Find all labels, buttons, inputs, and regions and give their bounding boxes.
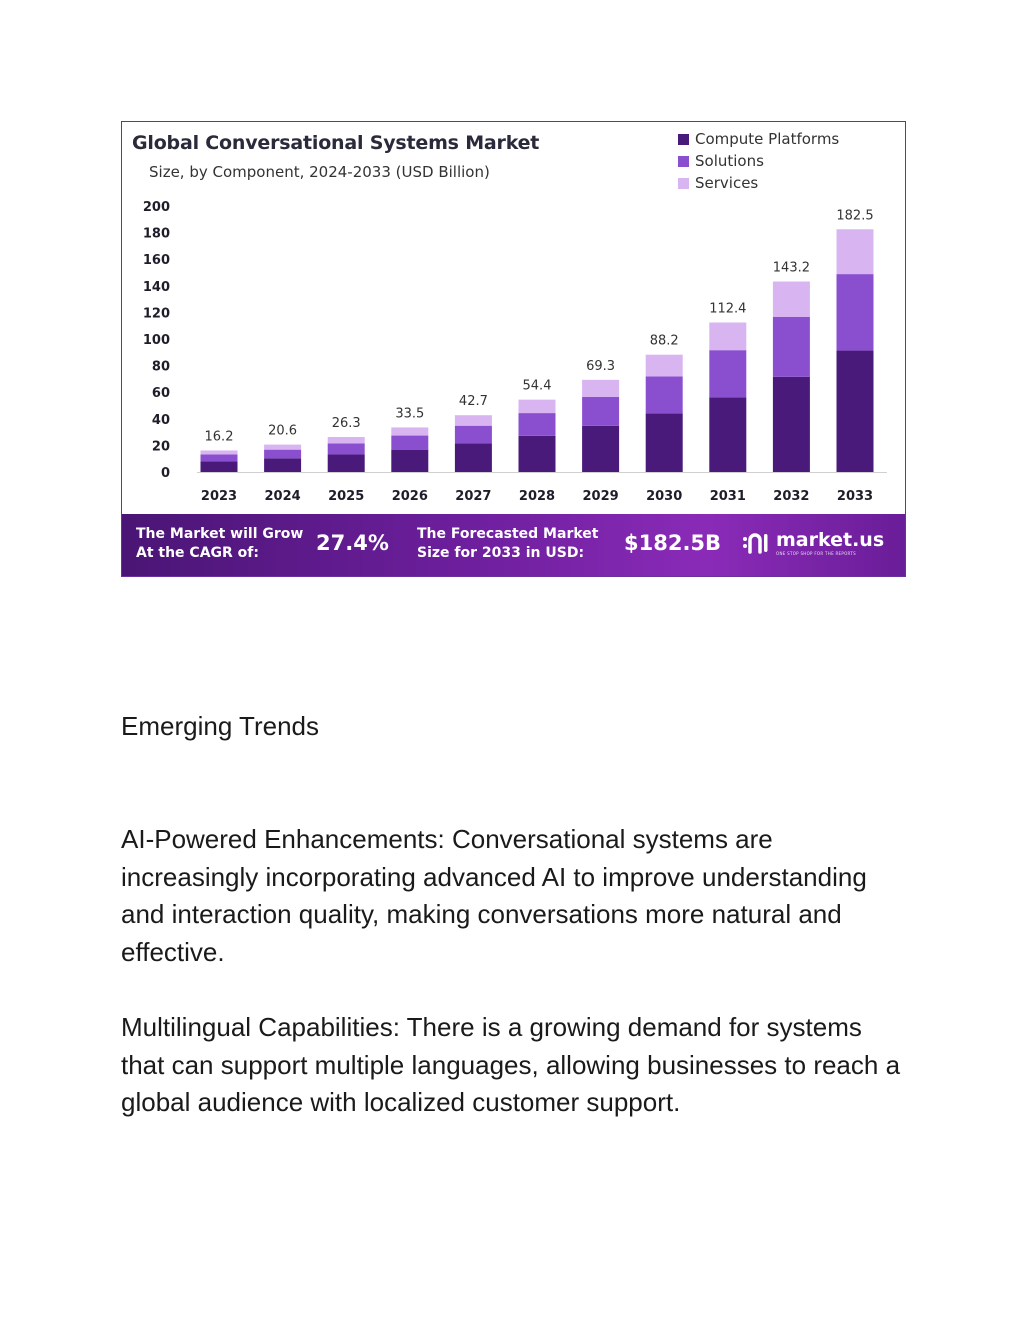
cagr-label-line2: At the CAGR of: xyxy=(136,545,259,561)
brand-name: market.us xyxy=(776,528,885,551)
bar-segment-compute-platforms-2026 xyxy=(391,450,428,472)
bar-segment-compute-platforms-2025 xyxy=(328,454,365,472)
bar-segment-services-2031 xyxy=(709,323,746,351)
data-label-2025: 26.3 xyxy=(331,416,361,432)
cagr-label-line1: The Market will Grow xyxy=(136,526,304,542)
cagr-value: 27.4% xyxy=(316,531,389,555)
chart-title: Global Conversational Systems Market xyxy=(132,132,540,154)
data-label-2031: 112.4 xyxy=(709,301,747,317)
data-label-2023: 16.2 xyxy=(204,429,234,445)
bar-segment-solutions-2031 xyxy=(709,350,746,397)
x-tick-label-2030: 2030 xyxy=(646,489,683,504)
bar-segment-services-2032 xyxy=(773,282,810,317)
stacked-bar-chart xyxy=(122,122,906,516)
bar-segment-compute-platforms-2033 xyxy=(837,351,874,472)
bar-segment-compute-platforms-2024 xyxy=(264,458,301,472)
legend-label: Services xyxy=(695,174,759,192)
bar-segment-compute-platforms-2030 xyxy=(646,413,683,472)
bar-segment-compute-platforms-2029 xyxy=(582,426,619,472)
cagr-label xyxy=(136,525,303,563)
forecast-label-line1: The Forecasted Market xyxy=(417,526,599,542)
data-label-2033: 182.5 xyxy=(836,208,874,224)
market-infographic xyxy=(121,121,906,577)
data-label-2026: 33.5 xyxy=(395,406,425,422)
legend-label: Compute Platforms xyxy=(695,130,840,148)
x-tick-label-2023: 2023 xyxy=(200,489,238,504)
bar-segment-solutions-2025 xyxy=(328,443,365,454)
brand-tagline: ONE STOP SHOP FOR THE REPORTS xyxy=(776,550,856,556)
y-tick-label: 200 xyxy=(142,200,170,215)
data-label-2032: 143.2 xyxy=(772,260,811,276)
bar-segment-solutions-2028 xyxy=(519,413,556,436)
bar-segment-services-2025 xyxy=(328,437,365,443)
bar-segment-solutions-2032 xyxy=(773,317,810,377)
y-tick-label: 180 xyxy=(142,226,170,242)
data-label-2028: 54.4 xyxy=(522,378,552,394)
bar-segment-solutions-2026 xyxy=(391,436,428,450)
x-tick-label-2031: 2031 xyxy=(709,489,746,504)
x-tick-label-2027: 2027 xyxy=(455,489,492,504)
forecast-label xyxy=(417,525,598,563)
x-tick-label-2025: 2025 xyxy=(328,489,365,504)
y-tick-label: 0 xyxy=(160,466,170,481)
bar-segment-compute-platforms-2023 xyxy=(201,461,238,472)
x-tick-label-2032: 2032 xyxy=(773,489,810,504)
bar-segment-compute-platforms-2032 xyxy=(773,377,810,472)
bar-segment-solutions-2024 xyxy=(264,450,301,459)
section-heading: Emerging Trends xyxy=(121,711,319,741)
x-tick-label-2033: 2033 xyxy=(836,489,874,504)
y-tick-label: 120 xyxy=(142,306,170,322)
y-tick-label: 100 xyxy=(142,333,170,348)
x-tick-label-2024: 2024 xyxy=(264,489,301,504)
bar-segment-services-2024 xyxy=(264,445,301,450)
data-label-2024: 20.6 xyxy=(268,423,298,439)
data-label-2029: 69.3 xyxy=(586,358,616,374)
bar-segment-solutions-2027 xyxy=(455,426,492,444)
y-tick-label: 60 xyxy=(151,386,170,402)
bar-segment-compute-platforms-2027 xyxy=(455,444,492,472)
data-label-2027: 42.7 xyxy=(458,394,488,410)
bar-segment-services-2033 xyxy=(837,229,874,274)
summary-banner xyxy=(122,514,905,576)
bar-segment-services-2029 xyxy=(582,380,619,397)
y-tick-label: 40 xyxy=(151,412,170,428)
chart-subtitle: Size, by Component, 2024-2033 (USD Billion) xyxy=(149,163,490,181)
y-tick-label: 140 xyxy=(142,279,170,295)
forecast-label-line2: Size for 2033 in USD: xyxy=(417,545,585,561)
y-tick-label: 160 xyxy=(142,253,170,269)
bar-segment-services-2023 xyxy=(201,450,238,454)
x-tick-label-2028: 2028 xyxy=(518,489,556,504)
bar-segment-solutions-2023 xyxy=(201,454,238,461)
paragraph-ai-enhancements: AI-Powered Enhancements: Conversational systems are increasingly incorporating advanced AI to improve understanding and interaction quality, making conversations more natural and effective. xyxy=(121,824,867,967)
bar-segment-solutions-2033 xyxy=(837,274,874,350)
paragraph-multilingual: Multilingual Capabilities: There is a growing demand for systems that can support multiple languages, allowing businesses to reach a global audience with localized customer support. xyxy=(121,1012,901,1118)
bar-segment-compute-platforms-2031 xyxy=(709,397,746,472)
bar-segment-solutions-2030 xyxy=(646,376,683,413)
x-tick-label-2029: 2029 xyxy=(582,489,619,504)
x-tick-label-2026: 2026 xyxy=(391,489,428,504)
bar-segment-services-2027 xyxy=(455,415,492,426)
y-tick-label: 20 xyxy=(151,439,170,455)
bar-segment-compute-platforms-2028 xyxy=(519,436,556,472)
brand-logo xyxy=(742,530,884,556)
legend-label: Solutions xyxy=(695,152,764,170)
bar-segment-services-2028 xyxy=(519,400,556,413)
forecast-value: $182.5B xyxy=(624,531,722,555)
market-us-logo-icon xyxy=(742,530,772,556)
data-label-2030: 88.2 xyxy=(649,333,679,349)
bar-segment-services-2026 xyxy=(391,427,428,435)
bar-segment-services-2030 xyxy=(646,355,683,377)
y-tick-label: 80 xyxy=(151,359,170,375)
bar-segment-solutions-2029 xyxy=(582,397,619,426)
